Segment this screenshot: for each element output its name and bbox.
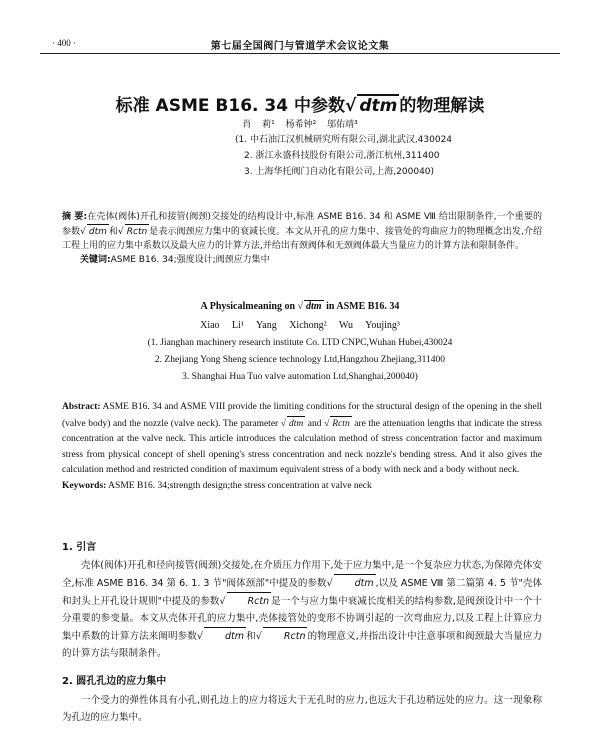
abstract-cn [62,210,542,267]
sqrt-symbol: √ [344,96,357,116]
section-1-text-4: 和 [246,631,256,642]
authors-en: Xiao Li¹ Yang Xichong² Wu Youjing³ [200,320,400,331]
sqrt-symbol: √ [324,418,330,429]
section-1-param-3: dtm [204,627,246,645]
sqrt-symbol: √ [219,596,226,607]
running-head: 第七届全国阀门与管道学术会议论文集 [210,41,390,52]
affiliation-en-3: 3. Shanghai Hua Tuo valve automation Ltd,Shanghai,200040) [182,372,418,382]
section-1-text-1: 壳体(阀体)开孔和径向接管(阀颈)交接处,在介质压力作用下,处于应力集中,是一个复杂应力状态,为保障壳体安全,标准 ASME B16. 34 第 6. 1. 3 节"阀体颈部"中提及的参数 [62,560,542,589]
affiliation-cn-3: 3. 上海华托阀门自动化有限公司,上海,200040) [244,167,435,177]
affiliation-en-1: (1. Jianghan machinery research institute Co. LTD CNPC,Wuhan Hubei,430024 [147,338,453,348]
affiliation-en-2: 2. Zhejiang Yong Sheng science technology Ltd,Hangzhou Zhejiang,311400 [154,355,446,365]
abstract-en-text-1: ASME B16. 34 and ASME VIII provide the limiting conditions for the structural design of the opening in the shell (valve body) and the nozzle (valve neck). The parameter [62,402,542,429]
paper-title-cn [0,91,600,116]
abstract-en [62,400,542,494]
sqrt-symbol: √ [118,227,124,237]
section-1-text-2: ,以及 ASME Ⅷ 第二篇第 4. 5 节"壳体和封头上开孔设计规则"中提及的参数 [62,578,542,607]
abstract-en-text-3: are the attenuation lengths that indicate the stress concentration at the valve neck. This article introduces the calculation method of stress concentration factor and maximum stress from physical concept of shell opening's stress concentration and neck nozzle's bending stress. And it also gives the calculation method and restricted condition of maximum equivalent stress of a body with neck and a body without neck. [62,418,542,475]
section-1-body [62,557,542,662]
header-rule [40,53,560,54]
abstract-en-text-2: and [305,418,325,429]
sqrt-symbol: √ [297,301,304,312]
title-en-prefix: A Physicalmeaning on [200,301,298,312]
keywords-cn-label: 关键词: [80,255,111,265]
title-parameter: dtm [359,96,398,116]
abstract-en-param-1: dtm [287,416,305,433]
page-number: · 400 · [52,38,76,48]
title-suffix: 的物理解读 [399,96,485,116]
section-1-param-1: dtm [334,574,376,592]
authors-cn: 肖 莉¹ 杨希钟² 邬佑靖³ [242,120,358,130]
section-2-body: 一个受力的弹性体具有小孔,则孔边上的应力将远大于无孔时的应力,也远大于孔边稍远处的应力。这一现象称为孔边的应力集中。 [62,695,542,723]
section-1-param-4: Rctn [263,627,308,645]
sqrt-symbol: √ [80,227,86,237]
abstract-cn-text-1: 在壳体(阀体)开孔和接管(阀颈)交接处的结构设计中,标准 ASME B16. 34 和 ASME Ⅷ 给出限制条件,一个重要的参数 [62,212,543,237]
abstract-cn-param-2: Rctn [125,224,149,239]
sqrt-symbol: √ [255,631,262,642]
abstract-en-param-2: Rctn [330,416,351,433]
page-header [0,0,600,60]
section-1-text-3: 是一个与应力集中衰减长度相关的结构参数,是阀颈设计中一个十分重要的参变量。本文从壳体开孔的应力集中,壳体接管处的变形不协调引起的一次弯曲应力,以及工程上计算应力集中系数的计算方法来阐明参数 [62,596,542,642]
sqrt-symbol: √ [326,578,333,589]
abstract-cn-label: 摘 要: [62,212,88,222]
sqrt-symbol: √ [196,631,204,642]
sqrt-symbol: √ [280,418,286,429]
keywords-en-text: ASME B16. 34;strength design;the stress concentration at valve neck [106,480,372,491]
keywords-en-label: Keywords: [62,480,107,491]
abstract-cn-text-2: 和 [108,227,119,237]
paper-title-en [0,300,600,312]
affiliation-cn-2: 2. 浙江永盛科技股份有限公司,浙江杭州,311400 [244,151,440,161]
section-1-param-2: Rctn [227,592,272,610]
abstract-en-label: Abstract: [62,402,101,412]
keywords-cn-text: ASME B16. 34;强度设计;阀颈应力集中 [110,255,270,265]
title-en-suffix: in ASME B16. 34 [323,301,400,312]
keywords-cn [62,253,542,267]
section-1-heading: 1. 引言 [62,542,97,553]
abstract-cn-text-3: 是表示阀颈应力集中的衰减长度。本文从开孔的应力集中、接管处的弯曲应力的物理概念出发,介绍工程上用的应力集中系数以及最大应力的计算方法,并给出有颈阀体和无颈阀体最大当量应力的计算方法和限制条件。 [62,227,542,251]
abstract-cn-param-1: dtm [87,224,109,239]
affiliation-cn-1: (1. 中石油江汉机械研究所有限公司,湖北武汉,430024 [235,135,453,145]
title-prefix: 标准 ASME B16. 34 中参数 [115,96,345,116]
section-1-text-5: 的物理意义,并指出设计中注意事项和阀颈最大当量应力的计算方法与限制条件。 [62,631,542,659]
keywords-en [62,479,542,495]
section-2-heading: 2. 圆孔孔边的应力集中 [62,676,167,687]
title-en-parameter: dtm [306,301,322,312]
